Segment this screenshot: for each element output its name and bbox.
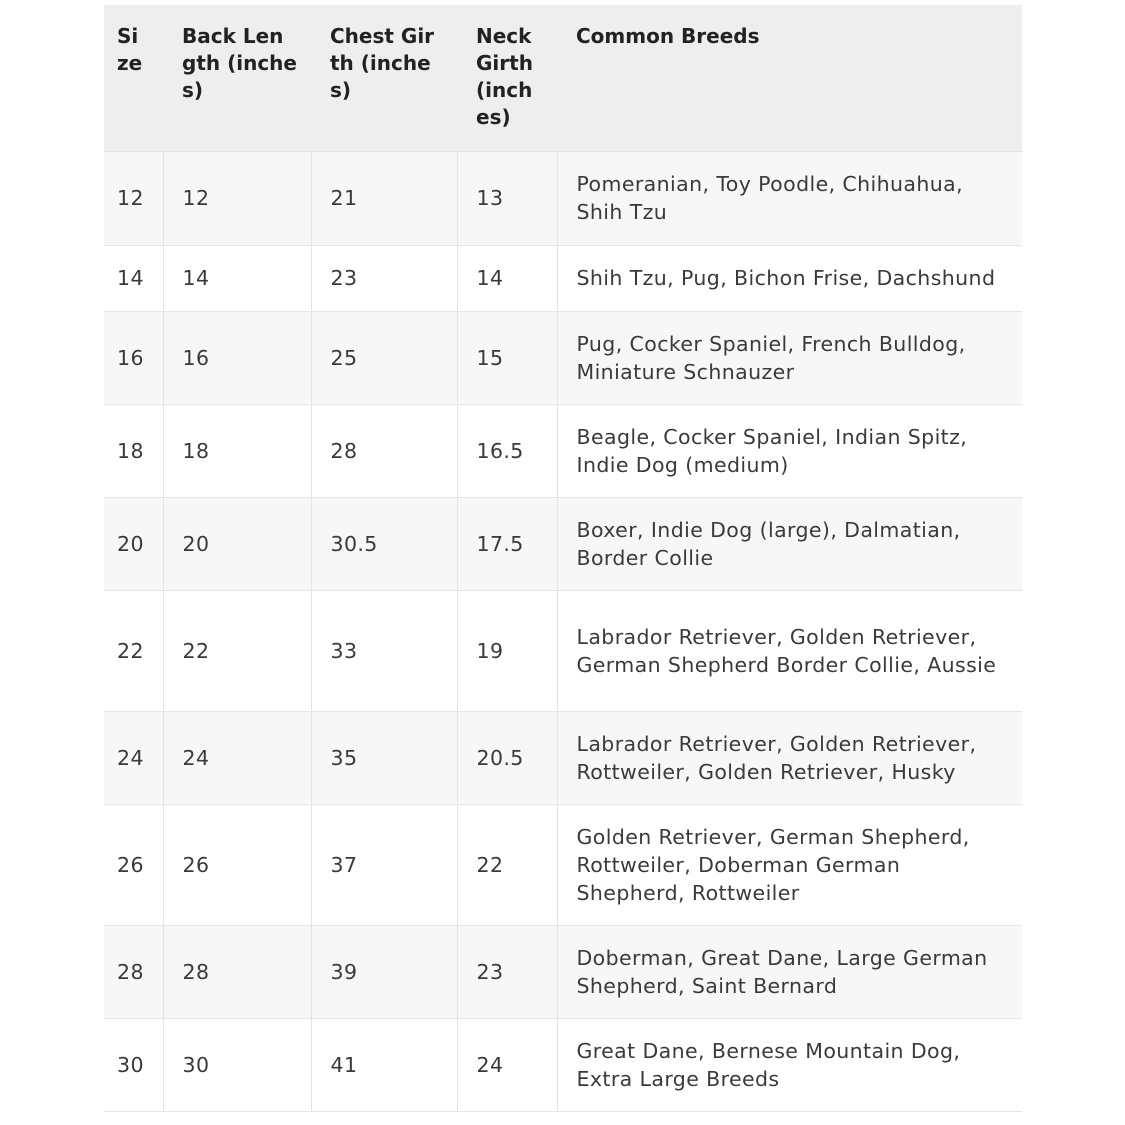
cell-back-length: 12 — [163, 151, 311, 245]
cell-common-breeds: Great Dane, Bernese Mountain Dog, Extra Large Breeds — [557, 1018, 1022, 1111]
cell-common-breeds: Shih Tzu, Pug, Bichon Frise, Dachshund — [557, 245, 1022, 311]
table-row — [104, 245, 1022, 311]
cell-chest-girth: 35 — [311, 711, 457, 804]
table-row — [104, 925, 1022, 1018]
cell-chest-girth: 21 — [311, 151, 457, 245]
table-row — [104, 804, 1022, 925]
cell-back-length: 24 — [163, 711, 311, 804]
cell-common-breeds: Golden Retriever, German Shepherd, Rottweiler, Doberman German Shepherd, Rottweiler — [557, 804, 1022, 925]
cell-chest-girth: 23 — [311, 245, 457, 311]
cell-size: 22 — [104, 590, 163, 711]
header-back-length: Back Length (inches) — [163, 5, 311, 151]
cell-chest-girth: 33 — [311, 590, 457, 711]
cell-neck-girth: 14 — [457, 245, 557, 311]
cell-back-length: 28 — [163, 925, 311, 1018]
cell-size: 18 — [104, 404, 163, 497]
cell-common-breeds: Doberman, Great Dane, Large German Shepherd, Saint Bernard — [557, 925, 1022, 1018]
cell-chest-girth: 37 — [311, 804, 457, 925]
cell-common-breeds: Pomeranian, Toy Poodle, Chihuahua, Shih Tzu — [557, 151, 1022, 245]
header-chest-girth: Chest Girth (inches) — [311, 5, 457, 151]
cell-back-length: 30 — [163, 1018, 311, 1111]
header-row — [104, 5, 1022, 151]
table-body — [104, 151, 1022, 1111]
table-row — [104, 311, 1022, 404]
cell-size: 14 — [104, 245, 163, 311]
cell-back-length: 14 — [163, 245, 311, 311]
cell-back-length: 16 — [163, 311, 311, 404]
table-row — [104, 151, 1022, 245]
cell-neck-girth: 13 — [457, 151, 557, 245]
cell-neck-girth: 19 — [457, 590, 557, 711]
cell-back-length: 18 — [163, 404, 311, 497]
table-row — [104, 590, 1022, 711]
cell-neck-girth: 20.5 — [457, 711, 557, 804]
cell-back-length: 26 — [163, 804, 311, 925]
cell-neck-girth: 17.5 — [457, 497, 557, 590]
size-chart-table — [104, 5, 1022, 1112]
cell-back-length: 22 — [163, 590, 311, 711]
table-row — [104, 404, 1022, 497]
cell-chest-girth: 41 — [311, 1018, 457, 1111]
cell-size: 30 — [104, 1018, 163, 1111]
table-header — [104, 5, 1022, 151]
cell-neck-girth: 16.5 — [457, 404, 557, 497]
cell-common-breeds: Labrador Retriever, Golden Retriever, German Shepherd Border Collie, Aussie — [557, 590, 1022, 711]
cell-common-breeds: Labrador Retriever, Golden Retriever, Rottweiler, Golden Retriever, Husky — [557, 711, 1022, 804]
header-common-breeds: Common Breeds — [557, 5, 1022, 151]
cell-chest-girth: 25 — [311, 311, 457, 404]
table-row — [104, 711, 1022, 804]
cell-neck-girth: 23 — [457, 925, 557, 1018]
cell-size: 12 — [104, 151, 163, 245]
cell-size: 26 — [104, 804, 163, 925]
cell-chest-girth: 28 — [311, 404, 457, 497]
cell-common-breeds: Boxer, Indie Dog (large), Dalmatian, Border Collie — [557, 497, 1022, 590]
cell-size: 24 — [104, 711, 163, 804]
cell-chest-girth: 39 — [311, 925, 457, 1018]
cell-common-breeds: Pug, Cocker Spaniel, French Bulldog, Miniature Schnauzer — [557, 311, 1022, 404]
cell-chest-girth: 30.5 — [311, 497, 457, 590]
cell-back-length: 20 — [163, 497, 311, 590]
cell-neck-girth: 22 — [457, 804, 557, 925]
cell-neck-girth: 15 — [457, 311, 557, 404]
table-row — [104, 1018, 1022, 1111]
cell-size: 16 — [104, 311, 163, 404]
cell-neck-girth: 24 — [457, 1018, 557, 1111]
cell-size: 28 — [104, 925, 163, 1018]
size-chart-table-wrapper — [104, 5, 1022, 1112]
cell-size: 20 — [104, 497, 163, 590]
header-size: Size — [104, 5, 163, 151]
table-row — [104, 497, 1022, 590]
header-neck-girth: Neck Girth (inches) — [457, 5, 557, 151]
cell-common-breeds: Beagle, Cocker Spaniel, Indian Spitz, Indie Dog (medium) — [557, 404, 1022, 497]
